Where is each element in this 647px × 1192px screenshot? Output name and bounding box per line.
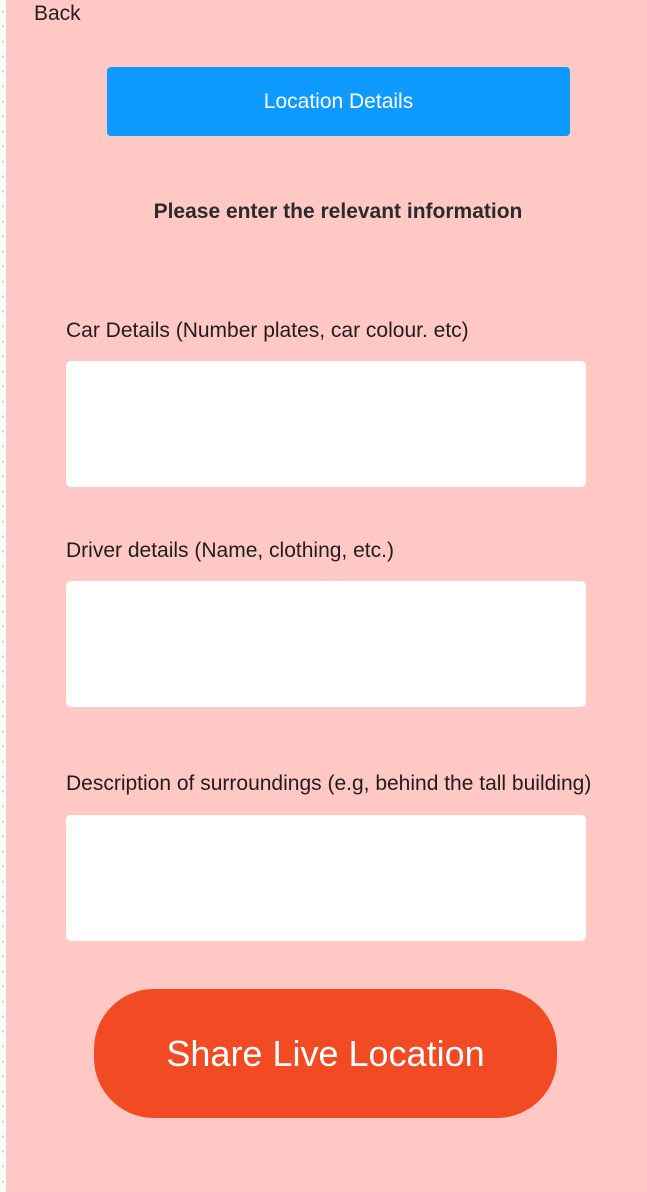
- surroundings-label: Description of surroundings (e.g, behind the tall building): [66, 772, 592, 795]
- driver-details-input[interactable]: [66, 581, 586, 707]
- driver-details-label: Driver details (Name, clothing, etc.): [66, 539, 394, 562]
- instruction-text: Please enter the relevant information: [153, 200, 523, 223]
- share-live-location-button[interactable]: [94, 989, 557, 1118]
- back-link[interactable]: Back: [34, 2, 81, 25]
- car-details-input[interactable]: [66, 361, 586, 487]
- share-button-label: Share Live Location: [166, 1032, 485, 1074]
- car-details-label: Car Details (Number plates, car colour. etc): [66, 319, 469, 342]
- surroundings-input[interactable]: [66, 815, 586, 941]
- location-details-screen: [6, 0, 647, 1192]
- page-title-bar: [107, 67, 570, 136]
- page-title: Location Details: [263, 89, 414, 113]
